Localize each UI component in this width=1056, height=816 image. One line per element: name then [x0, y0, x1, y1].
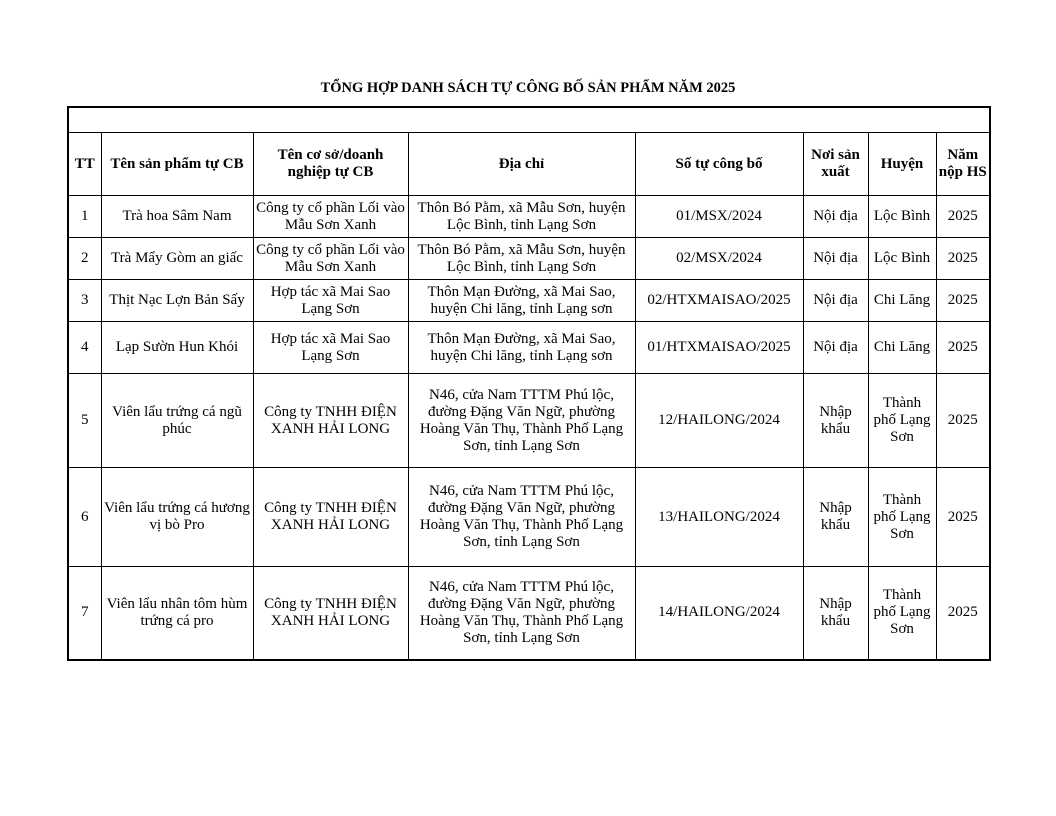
cell-district: Thành phố Lạng Sơn [868, 567, 936, 660]
cell-origin: Nhập khẩu [803, 567, 868, 660]
cell-year: 2025 [936, 280, 990, 322]
table-row [68, 322, 990, 374]
cell-company: Công ty TNHH ĐIỆN XANH HẢI LONG [253, 567, 408, 660]
header-tt: TT [68, 133, 101, 196]
cell-address: N46, cửa Nam TTTM Phú lộc, đường Đặng Văn Ngữ, phường Hoàng Văn Thụ, Thành Phố Lạng Sơn, tỉnh Lạng Sơn [408, 468, 635, 567]
table-body [68, 107, 990, 660]
table-row [68, 567, 990, 660]
cell-product-name: Viên lẩu trứng cá ngũ phúc [101, 374, 253, 468]
cell-declaration-number: 02/MSX/2024 [635, 238, 803, 280]
table-row [68, 238, 990, 280]
cell-district: Thành phố Lạng Sơn [868, 374, 936, 468]
cell-tt: 7 [68, 567, 101, 660]
cell-year: 2025 [936, 374, 990, 468]
cell-year: 2025 [936, 322, 990, 374]
blank-cell [68, 107, 990, 133]
header-declaration-number: Số tự công bố [635, 133, 803, 196]
header-company: Tên cơ sở/doanh nghiệp tự CB [253, 133, 408, 196]
cell-district: Chi Lăng [868, 280, 936, 322]
cell-company: Công ty TNHH ĐIỆN XANH HẢI LONG [253, 374, 408, 468]
cell-tt: 6 [68, 468, 101, 567]
cell-company: Hợp tác xã Mai Sao Lạng Sơn [253, 280, 408, 322]
cell-declaration-number: 12/HAILONG/2024 [635, 374, 803, 468]
cell-district: Lộc Bình [868, 238, 936, 280]
cell-district: Lộc Bình [868, 196, 936, 238]
cell-declaration-number: 01/HTXMAISAO/2025 [635, 322, 803, 374]
cell-declaration-number: 02/HTXMAISAO/2025 [635, 280, 803, 322]
cell-address: Thôn Bó Pằm, xã Mẫu Sơn, huyện Lộc Bình, tỉnh Lạng Sơn [408, 196, 635, 238]
cell-tt: 2 [68, 238, 101, 280]
header-year: Năm nộp HS [936, 133, 990, 196]
cell-product-name: Viên lẩu trứng cá hương vị bò Pro [101, 468, 253, 567]
cell-product-name: Viên lẩu nhân tôm hùm trứng cá pro [101, 567, 253, 660]
cell-origin: Nội địa [803, 238, 868, 280]
cell-company: Công ty TNHH ĐIỆN XANH HẢI LONG [253, 468, 408, 567]
cell-year: 2025 [936, 468, 990, 567]
cell-origin: Nhập khẩu [803, 468, 868, 567]
table-row [68, 374, 990, 468]
cell-company: Công ty cổ phần Lối vào Mẫu Sơn Xanh [253, 196, 408, 238]
header-address: Địa chỉ [408, 133, 635, 196]
product-table [67, 106, 991, 661]
cell-product-name: Lạp Sườn Hun Khói [101, 322, 253, 374]
cell-company: Hợp tác xã Mai Sao Lạng Sơn [253, 322, 408, 374]
cell-product-name: Trà hoa Sâm Nam [101, 196, 253, 238]
cell-tt: 5 [68, 374, 101, 468]
cell-product-name: Thịt Nạc Lợn Bản Sấy [101, 280, 253, 322]
cell-origin: Nội địa [803, 322, 868, 374]
cell-tt: 1 [68, 196, 101, 238]
header-row [68, 133, 990, 196]
header-district: Huyện [868, 133, 936, 196]
cell-declaration-number: 14/HAILONG/2024 [635, 567, 803, 660]
cell-tt: 3 [68, 280, 101, 322]
cell-product-name: Trà Mẩy Gòm an giấc [101, 238, 253, 280]
document-title: TỔNG HỢP DANH SÁCH TỰ CÔNG BỐ SẢN PHẨM NĂM 2025 [320, 80, 736, 96]
cell-declaration-number: 01/MSX/2024 [635, 196, 803, 238]
cell-address: N46, cửa Nam TTTM Phú lộc, đường Đặng Văn Ngữ, phường Hoàng Văn Thụ, Thành Phố Lạng Sơn, tỉnh Lạng Sơn [408, 567, 635, 660]
cell-district: Chi Lăng [868, 322, 936, 374]
cell-address: Thôn Bó Pằm, xã Mẫu Sơn, huyện Lộc Bình, tỉnh Lạng Sơn [408, 238, 635, 280]
cell-district: Thành phố Lạng Sơn [868, 468, 936, 567]
cell-company: Công ty cổ phần Lối vào Mẫu Sơn Xanh [253, 238, 408, 280]
table-row [68, 280, 990, 322]
cell-address: Thôn Mạn Đường, xã Mai Sao, huyện Chi lăng, tỉnh Lạng sơn [408, 322, 635, 374]
table-row [68, 196, 990, 238]
header-origin: Nơi sản xuất [803, 133, 868, 196]
cell-year: 2025 [936, 238, 990, 280]
cell-declaration-number: 13/HAILONG/2024 [635, 468, 803, 567]
cell-address: Thôn Mạn Đường, xã Mai Sao, huyện Chi lăng, tỉnh Lạng sơn [408, 280, 635, 322]
cell-origin: Nhập khẩu [803, 374, 868, 468]
header-product-name: Tên sản phẩm tự CB [101, 133, 253, 196]
blank-row [68, 107, 990, 133]
cell-origin: Nội địa [803, 196, 868, 238]
cell-origin: Nội địa [803, 280, 868, 322]
table-row [68, 468, 990, 567]
cell-year: 2025 [936, 196, 990, 238]
cell-year: 2025 [936, 567, 990, 660]
cell-address: N46, cửa Nam TTTM Phú lộc, đường Đặng Văn Ngữ, phường Hoàng Văn Thụ, Thành Phố Lạng Sơn, tỉnh Lạng Sơn [408, 374, 635, 468]
cell-tt: 4 [68, 322, 101, 374]
